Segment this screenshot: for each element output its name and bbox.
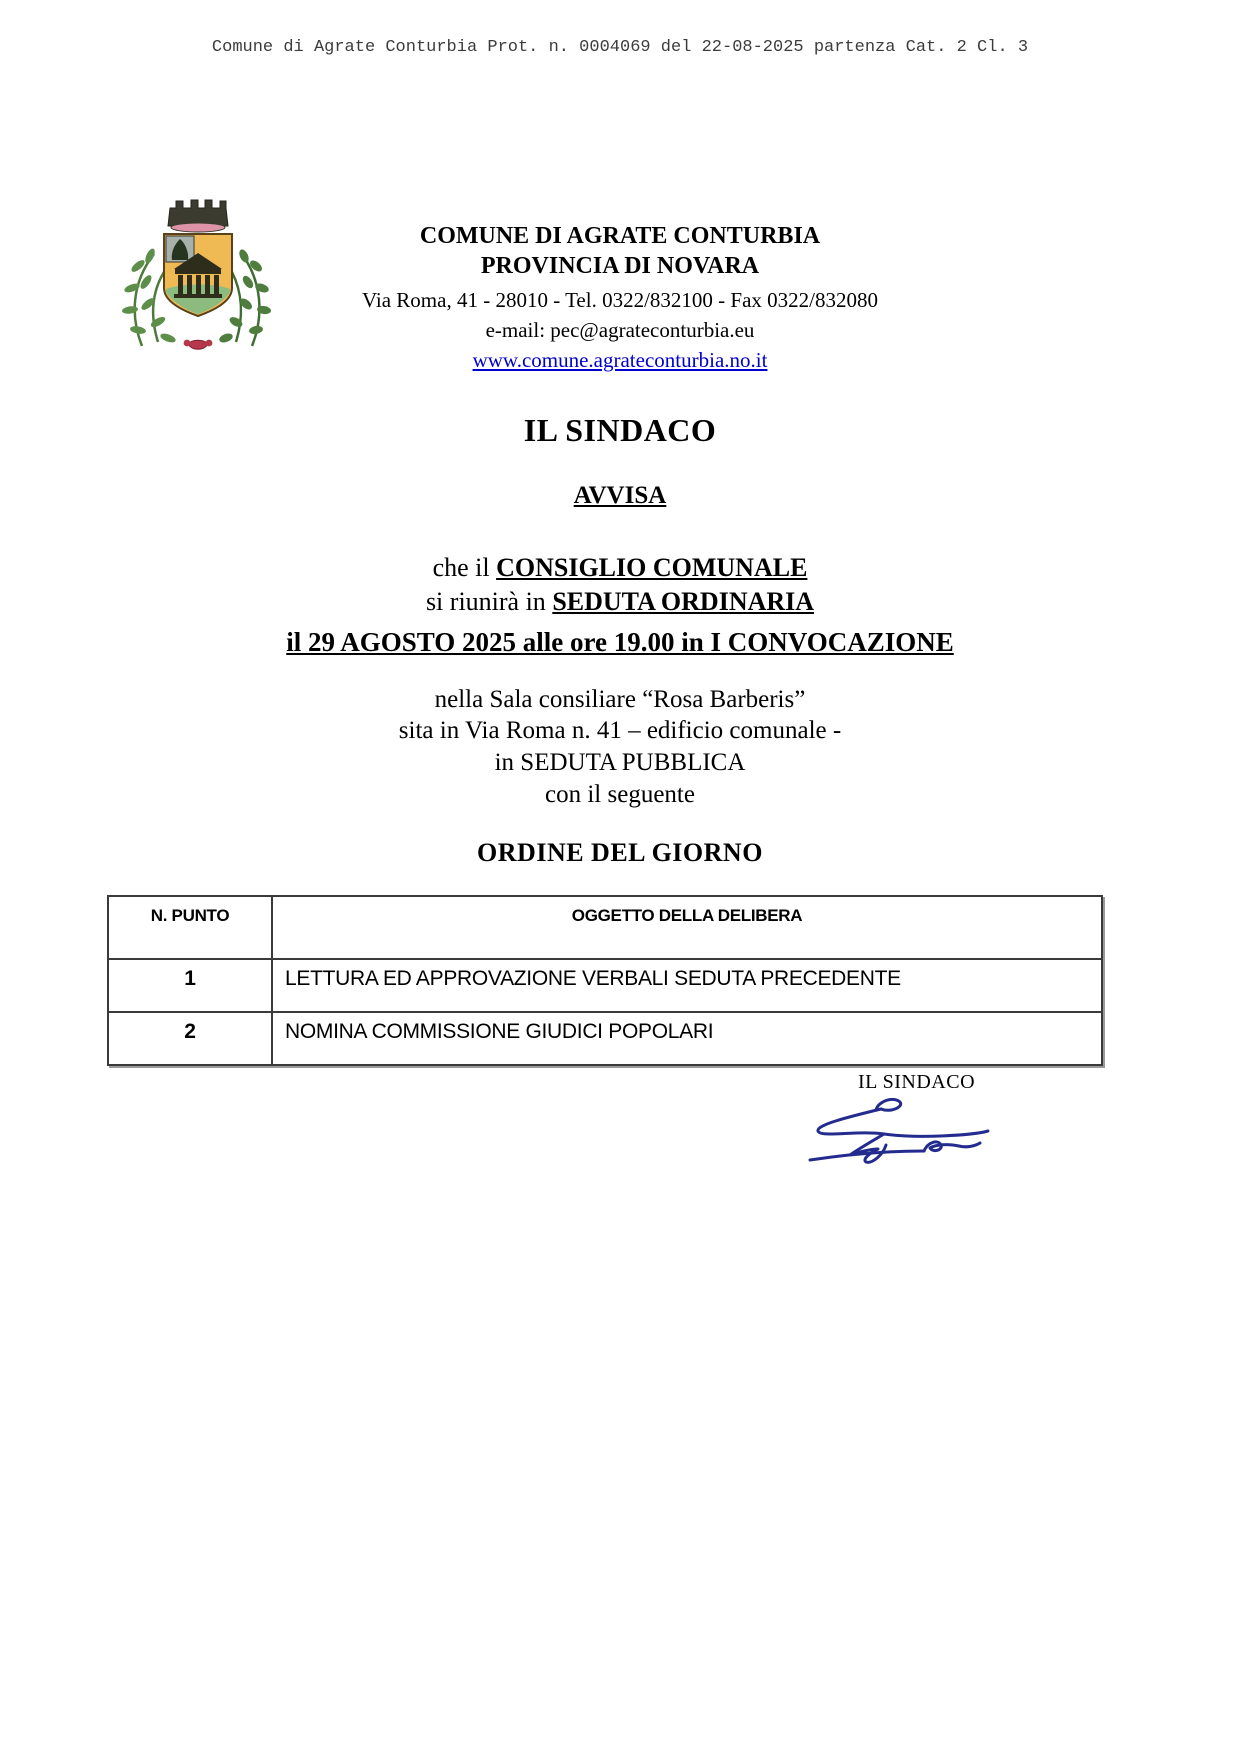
venue-line-public-session: in SEDUTA PUBBLICA bbox=[494, 749, 746, 776]
agenda-item-number: 2 bbox=[108, 1012, 272, 1065]
venue-line-hall: nella Sala consiliare “Rosa Barberis” bbox=[434, 686, 806, 713]
mayor-signature-icon bbox=[776, 1094, 1012, 1170]
agenda-header-row bbox=[108, 896, 1102, 959]
notice-line-council: che il CONSIGLIO COMUNALE bbox=[432, 553, 808, 582]
document-title: IL SINDACO bbox=[523, 412, 717, 448]
signature-title: IL SINDACO bbox=[858, 1071, 976, 1093]
website-link[interactable]: www.comune.agrateconturbia.no.it bbox=[472, 348, 768, 372]
column-header-point-number: N. PUNTO bbox=[108, 896, 272, 959]
agenda-table bbox=[107, 895, 1103, 1066]
municipality-name: COMUNE DI AGRATE CONTURBIA bbox=[419, 223, 821, 249]
protocol-stamp-line: Comune di Agrate Conturbia Prot. n. 0004069 del 22-08-2025 partenza Cat. 2 Cl. 3 bbox=[211, 38, 1029, 57]
address-line: Via Roma, 41 - 28010 - Tel. 0322/832100 - Fax 0322/832080 bbox=[361, 288, 878, 312]
notice-line-session: si riunirà in SEDUTA ORDINARIA bbox=[425, 587, 815, 616]
announcement-word: AVVISA bbox=[573, 482, 667, 509]
table-row bbox=[108, 1012, 1102, 1065]
agenda-item-number: 1 bbox=[108, 959, 272, 1012]
table-row bbox=[108, 959, 1102, 1012]
venue-line-following: con il seguente bbox=[545, 781, 695, 808]
agenda-item-subject: NOMINA COMMISSIONE GIUDICI POPOLARI bbox=[272, 1012, 1102, 1065]
email-line: e-mail: pec@agrateconturbia.eu bbox=[485, 318, 755, 342]
venue-line-address: sita in Via Roma n. 41 – edificio comunale - bbox=[398, 717, 842, 744]
meeting-date-line: il 29 AGOSTO 2025 alle ore 19.00 in I CONVOCAZIONE bbox=[286, 627, 954, 657]
column-header-subject: OGGETTO DELLA DELIBERA bbox=[272, 896, 1102, 959]
province-name: PROVINCIA DI NOVARA bbox=[480, 253, 760, 279]
agenda-heading: ORDINE DEL GIORNO bbox=[477, 838, 763, 867]
agenda-item-subject: LETTURA ED APPROVAZIONE VERBALI SEDUTA PRECEDENTE bbox=[272, 959, 1102, 1012]
website-line bbox=[0, 346, 1240, 374]
